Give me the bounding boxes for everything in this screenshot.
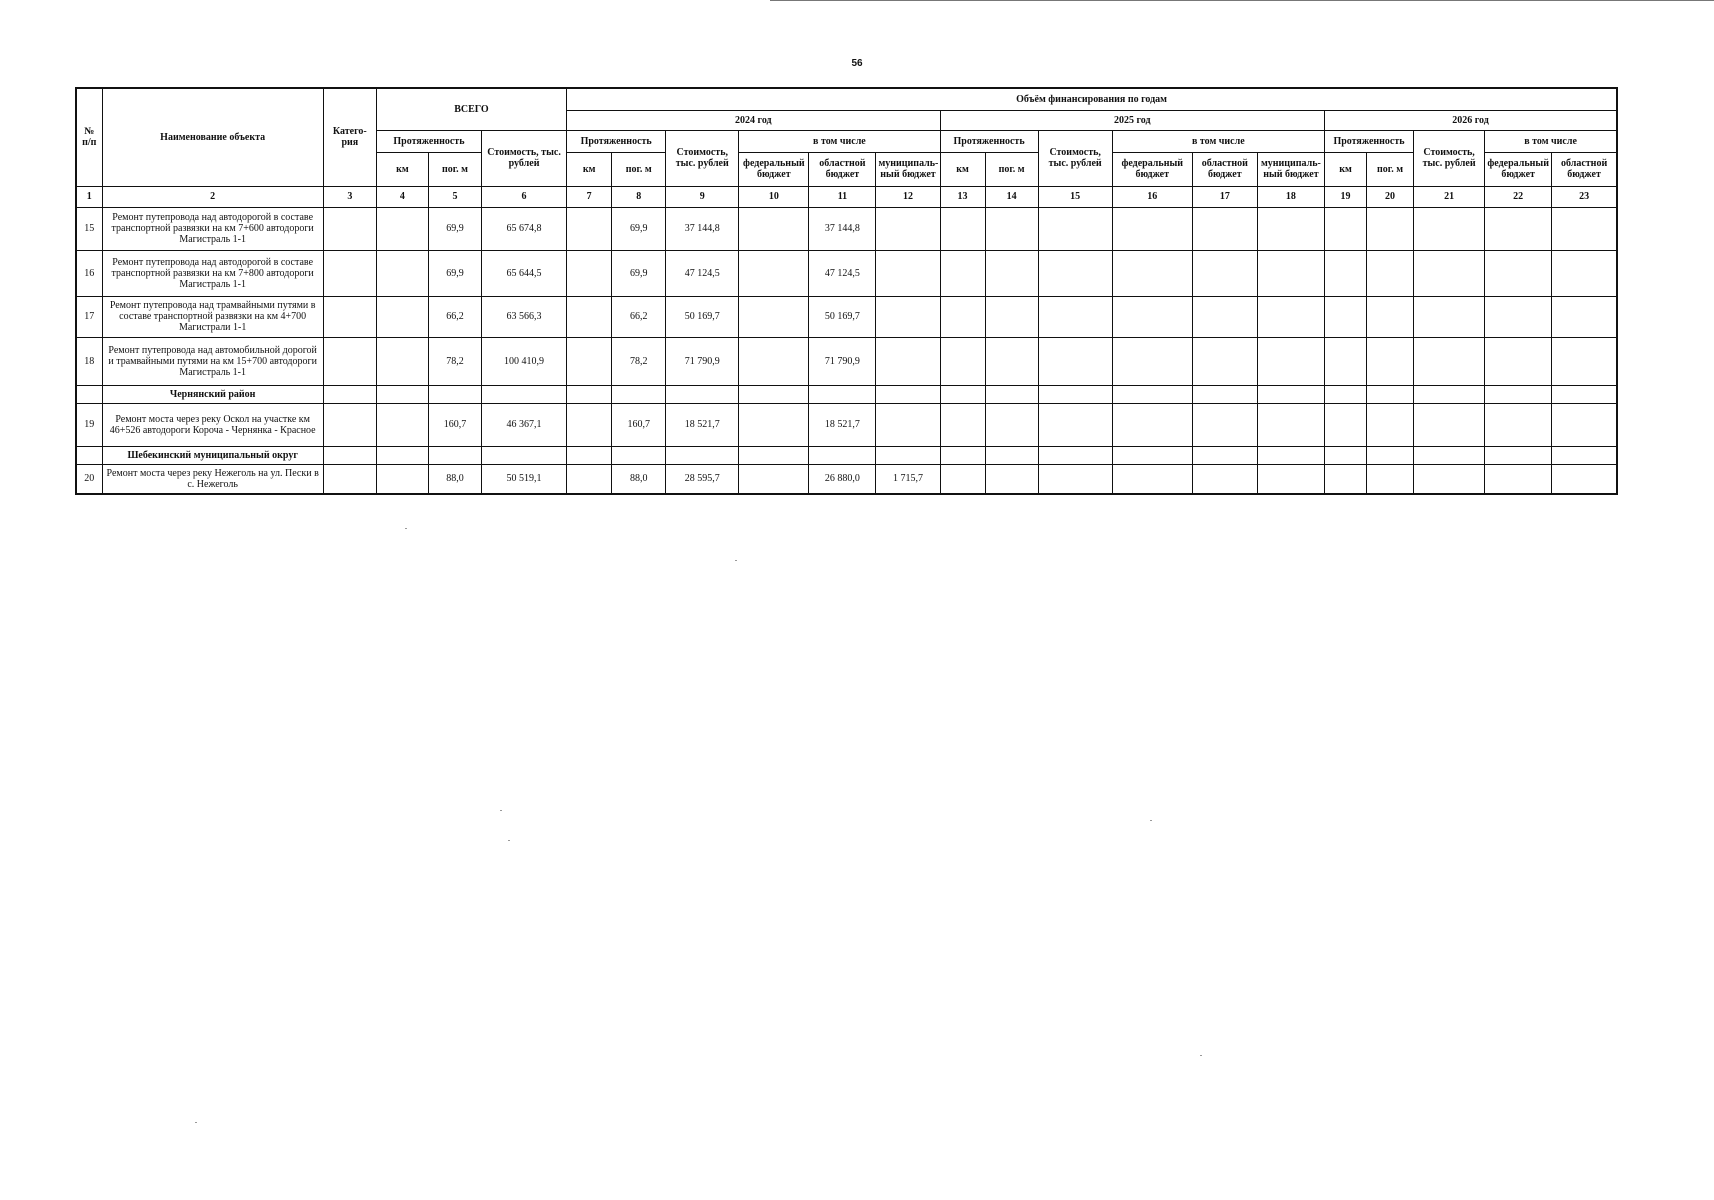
empty-cell (612, 385, 666, 403)
pog-m-2024-cell: 160,7 (612, 403, 666, 446)
pog-m-2024-cell: 66,2 (612, 296, 666, 337)
object-name: Ремонт путепровода над автодорогой в составе транспортной развязки на км 7+600 автодороги Магистраль 1-1 (102, 207, 323, 250)
cost-2024-cell: 71 790,9 (666, 337, 739, 385)
row-number: 17 (76, 296, 102, 337)
federal-2024-cell (739, 403, 809, 446)
header-total-km: км (376, 152, 428, 186)
federal-2026-cell (1485, 207, 1552, 250)
federal-2025-cell (1112, 296, 1192, 337)
regional-2024-cell: 50 169,7 (809, 296, 876, 337)
municipal-2025-cell (1257, 250, 1324, 296)
column-number: 10 (739, 186, 809, 207)
total-pog-m-cell: 69,9 (428, 250, 481, 296)
category-cell (323, 250, 376, 296)
total-km-cell (376, 296, 428, 337)
federal-2024-cell (739, 296, 809, 337)
municipal-2024-cell: 1 715,7 (876, 464, 940, 494)
object-name: Ремонт моста через реку Оскол на участке км 46+526 автодороги Короча - Чернянка - Красное (102, 403, 323, 446)
regional-2024-cell: 71 790,9 (809, 337, 876, 385)
column-number: 8 (612, 186, 666, 207)
km-2026-cell (1324, 403, 1366, 446)
municipal-2025-cell (1257, 464, 1324, 494)
total-cost-cell: 63 566,3 (481, 296, 566, 337)
pog-m-2026-cell (1367, 464, 1414, 494)
km-2025-cell (940, 337, 985, 385)
pog-m-2024-cell: 69,9 (612, 207, 666, 250)
pog-m-2025-cell (985, 464, 1038, 494)
header-2025-federal: федеральный бюджет (1112, 152, 1192, 186)
column-number: 2 (102, 186, 323, 207)
empty-cell (1112, 385, 1192, 403)
empty-cell (1367, 446, 1414, 464)
km-2025-cell (940, 207, 985, 250)
column-number: 6 (481, 186, 566, 207)
total-km-cell (376, 464, 428, 494)
header-2026-federal: федеральный бюджет (1485, 152, 1552, 186)
column-number: 3 (323, 186, 376, 207)
pog-m-2024-cell: 78,2 (612, 337, 666, 385)
km-2026-cell (1324, 464, 1366, 494)
cost-2024-cell: 47 124,5 (666, 250, 739, 296)
table-row (76, 250, 1617, 296)
empty-cell (739, 385, 809, 403)
row-number: 20 (76, 464, 102, 494)
total-cost-cell: 50 519,1 (481, 464, 566, 494)
km-2025-cell (940, 464, 985, 494)
scan-speck (500, 810, 502, 811)
empty-cell (1324, 446, 1366, 464)
header-category: Катего-рия (323, 88, 376, 186)
column-number: 9 (666, 186, 739, 207)
pog-m-2026-cell (1367, 207, 1414, 250)
total-pog-m-cell: 88,0 (428, 464, 481, 494)
empty-cell (481, 385, 566, 403)
section-title: Чернянский район (102, 385, 323, 403)
column-number: 13 (940, 186, 985, 207)
cost-2024-cell: 28 595,7 (666, 464, 739, 494)
empty-cell (739, 446, 809, 464)
header-2024-municipal: муниципаль-ный бюджет (876, 152, 940, 186)
scan-speck (508, 840, 510, 841)
total-pog-m-cell: 66,2 (428, 296, 481, 337)
header-total-length: Протяженность (376, 130, 481, 152)
total-km-cell (376, 250, 428, 296)
header-2025-municipal: муниципаль-ный бюджет (1257, 152, 1324, 186)
pog-m-2026-cell (1367, 250, 1414, 296)
km-2025-cell (940, 403, 985, 446)
header-2026-km: км (1324, 152, 1366, 186)
total-km-cell (376, 207, 428, 250)
total-cost-cell: 46 367,1 (481, 403, 566, 446)
column-number: 14 (985, 186, 1038, 207)
regional-2024-cell: 47 124,5 (809, 250, 876, 296)
municipal-2024-cell (876, 296, 940, 337)
pog-m-2026-cell (1367, 403, 1414, 446)
regional-2025-cell (1192, 403, 1257, 446)
object-name: Ремонт путепровода над трамвайными путями в составе транспортной развязки на км 4+700 Магистрали 1-1 (102, 296, 323, 337)
regional-2026-cell (1552, 296, 1617, 337)
column-number: 18 (1257, 186, 1324, 207)
column-number: 5 (428, 186, 481, 207)
column-number: 21 (1414, 186, 1485, 207)
table-row (76, 464, 1617, 494)
federal-2026-cell (1485, 250, 1552, 296)
empty-cell (567, 446, 612, 464)
km-2024-cell (567, 296, 612, 337)
empty-cell (1324, 385, 1366, 403)
table-row (76, 403, 1617, 446)
km-2024-cell (567, 207, 612, 250)
header-2025-km: км (940, 152, 985, 186)
column-number-row (76, 186, 1617, 207)
column-number: 15 (1038, 186, 1112, 207)
row-number: 16 (76, 250, 102, 296)
column-number: 17 (1192, 186, 1257, 207)
header-name: Наименование объекта (102, 88, 323, 186)
pog-m-2025-cell (985, 296, 1038, 337)
header-2026-including: в том числе (1485, 130, 1617, 152)
header-2024-including: в том числе (739, 130, 940, 152)
header-year-2024: 2024 год (567, 110, 940, 130)
municipal-2024-cell (876, 337, 940, 385)
empty-cell (428, 446, 481, 464)
category-cell (323, 403, 376, 446)
municipal-2024-cell (876, 250, 940, 296)
km-2026-cell (1324, 296, 1366, 337)
federal-2026-cell (1485, 464, 1552, 494)
municipal-2025-cell (1257, 337, 1324, 385)
header-2024-cost: Стоимость, тыс. рублей (666, 130, 739, 186)
column-number: 16 (1112, 186, 1192, 207)
header-financing: Объём финансирования по годам (567, 88, 1617, 110)
empty-cell (323, 385, 376, 403)
header-total-cost: Стоимость, тыс. рублей (481, 130, 566, 186)
scan-speck (1150, 820, 1152, 821)
column-number: 4 (376, 186, 428, 207)
km-2025-cell (940, 296, 985, 337)
empty-cell (1414, 385, 1485, 403)
header-2025-cost: Стоимость, тыс. рублей (1038, 130, 1112, 186)
cost-2024-cell: 50 169,7 (666, 296, 739, 337)
financing-table (75, 87, 1618, 495)
federal-2024-cell (739, 250, 809, 296)
column-number: 22 (1485, 186, 1552, 207)
pog-m-2025-cell (985, 207, 1038, 250)
total-pog-m-cell: 160,7 (428, 403, 481, 446)
regional-2024-cell: 18 521,7 (809, 403, 876, 446)
row-number (76, 385, 102, 403)
municipal-2025-cell (1257, 403, 1324, 446)
municipal-2025-cell (1257, 296, 1324, 337)
empty-cell (1367, 385, 1414, 403)
header-2024-pog-m: пог. м (612, 152, 666, 186)
header-total-pog-m: пог. м (428, 152, 481, 186)
federal-2026-cell (1485, 296, 1552, 337)
empty-cell (376, 385, 428, 403)
table-row (76, 296, 1617, 337)
total-cost-cell: 65 674,8 (481, 207, 566, 250)
header-2026-cost: Стоимость, тыс. рублей (1414, 130, 1485, 186)
cost-2026-cell (1414, 296, 1485, 337)
cost-2024-cell: 18 521,7 (666, 403, 739, 446)
pog-m-2024-cell: 69,9 (612, 250, 666, 296)
regional-2024-cell: 26 880,0 (809, 464, 876, 494)
object-name: Ремонт путепровода над автодорогой в составе транспортной развязки на км 7+800 автодороги Магистраль 1-1 (102, 250, 323, 296)
header-2024-length: Протяженность (567, 130, 666, 152)
table-row (76, 207, 1617, 250)
regional-2026-cell (1552, 403, 1617, 446)
pog-m-2024-cell: 88,0 (612, 464, 666, 494)
scan-speck (405, 528, 407, 529)
table-header (76, 88, 1617, 207)
municipal-2024-cell (876, 403, 940, 446)
empty-cell (1552, 446, 1617, 464)
row-number: 15 (76, 207, 102, 250)
scan-edge-line (770, 0, 1714, 1)
column-number: 23 (1552, 186, 1617, 207)
regional-2026-cell (1552, 250, 1617, 296)
header-year-2025: 2025 год (940, 110, 1324, 130)
column-number: 1 (76, 186, 102, 207)
empty-cell (666, 446, 739, 464)
federal-2026-cell (1485, 337, 1552, 385)
federal-2025-cell (1112, 464, 1192, 494)
regional-2025-cell (1192, 250, 1257, 296)
scan-speck (735, 560, 737, 561)
empty-cell (481, 446, 566, 464)
category-cell (323, 207, 376, 250)
column-number: 7 (567, 186, 612, 207)
scan-speck (195, 1122, 197, 1123)
regional-2025-cell (1192, 296, 1257, 337)
column-number: 20 (1367, 186, 1414, 207)
empty-cell (323, 446, 376, 464)
regional-2025-cell (1192, 207, 1257, 250)
total-km-cell (376, 337, 428, 385)
municipal-2024-cell (876, 207, 940, 250)
empty-cell (612, 446, 666, 464)
cost-2026-cell (1414, 250, 1485, 296)
empty-cell (876, 385, 940, 403)
km-2026-cell (1324, 337, 1366, 385)
empty-cell (376, 446, 428, 464)
regional-2024-cell: 37 144,8 (809, 207, 876, 250)
category-cell (323, 464, 376, 494)
cost-2025-cell (1038, 296, 1112, 337)
header-2026-length: Протяженность (1324, 130, 1413, 152)
total-km-cell (376, 403, 428, 446)
federal-2024-cell (739, 337, 809, 385)
pog-m-2026-cell (1367, 337, 1414, 385)
scan-speck (1200, 1055, 1202, 1056)
section-row (76, 446, 1617, 464)
regional-2026-cell (1552, 464, 1617, 494)
federal-2025-cell (1112, 250, 1192, 296)
cost-2025-cell (1038, 464, 1112, 494)
header-2024-km: км (567, 152, 612, 186)
column-number: 12 (876, 186, 940, 207)
row-number: 19 (76, 403, 102, 446)
regional-2025-cell (1192, 464, 1257, 494)
km-2026-cell (1324, 250, 1366, 296)
empty-cell (1112, 446, 1192, 464)
empty-cell (567, 385, 612, 403)
empty-cell (985, 385, 1038, 403)
total-cost-cell: 100 410,9 (481, 337, 566, 385)
federal-2025-cell (1112, 337, 1192, 385)
table-body (76, 207, 1617, 494)
cost-2025-cell (1038, 337, 1112, 385)
row-number (76, 446, 102, 464)
page-number: 56 (851, 58, 863, 69)
empty-cell (428, 385, 481, 403)
empty-cell (1485, 385, 1552, 403)
header-2026-regional: областной бюджет (1552, 152, 1617, 186)
empty-cell (1038, 385, 1112, 403)
regional-2026-cell (1552, 337, 1617, 385)
federal-2024-cell (739, 464, 809, 494)
cost-2026-cell (1414, 403, 1485, 446)
km-2025-cell (940, 250, 985, 296)
section-row (76, 385, 1617, 403)
km-2024-cell (567, 250, 612, 296)
empty-cell (1038, 446, 1112, 464)
empty-cell (666, 385, 739, 403)
empty-cell (809, 446, 876, 464)
header-2025-including: в том числе (1112, 130, 1324, 152)
empty-cell (1257, 446, 1324, 464)
empty-cell (1192, 385, 1257, 403)
header-total: ВСЕГО (376, 88, 566, 130)
km-2024-cell (567, 464, 612, 494)
empty-cell (940, 385, 985, 403)
empty-cell (1414, 446, 1485, 464)
km-2024-cell (567, 403, 612, 446)
section-title: Шебекинский муниципальный округ (102, 446, 323, 464)
regional-2026-cell (1552, 207, 1617, 250)
km-2024-cell (567, 337, 612, 385)
column-number: 19 (1324, 186, 1366, 207)
category-cell (323, 337, 376, 385)
total-pog-m-cell: 78,2 (428, 337, 481, 385)
empty-cell (1552, 385, 1617, 403)
pog-m-2025-cell (985, 403, 1038, 446)
total-pog-m-cell: 69,9 (428, 207, 481, 250)
empty-cell (985, 446, 1038, 464)
row-number: 18 (76, 337, 102, 385)
object-name: Ремонт путепровода над автомобильной дорогой и трамвайными путями на км 15+700 автодороги Магистраль 1-1 (102, 337, 323, 385)
pog-m-2026-cell (1367, 296, 1414, 337)
empty-cell (876, 446, 940, 464)
table-row (76, 337, 1617, 385)
municipal-2025-cell (1257, 207, 1324, 250)
object-name: Ремонт моста через реку Нежеголь на ул. Пески в с. Нежеголь (102, 464, 323, 494)
pog-m-2025-cell (985, 337, 1038, 385)
total-cost-cell: 65 644,5 (481, 250, 566, 296)
cost-2024-cell: 37 144,8 (666, 207, 739, 250)
pog-m-2025-cell (985, 250, 1038, 296)
km-2026-cell (1324, 207, 1366, 250)
regional-2025-cell (1192, 337, 1257, 385)
cost-2025-cell (1038, 403, 1112, 446)
cost-2026-cell (1414, 337, 1485, 385)
header-2025-length: Протяженность (940, 130, 1038, 152)
category-cell (323, 296, 376, 337)
cost-2025-cell (1038, 207, 1112, 250)
header-2025-pog-m: пог. м (985, 152, 1038, 186)
federal-2024-cell (739, 207, 809, 250)
column-number: 11 (809, 186, 876, 207)
header-2025-regional: областной бюджет (1192, 152, 1257, 186)
federal-2025-cell (1112, 403, 1192, 446)
empty-cell (1257, 385, 1324, 403)
empty-cell (1192, 446, 1257, 464)
empty-cell (809, 385, 876, 403)
empty-cell (940, 446, 985, 464)
header-no: № п/п (76, 88, 102, 186)
federal-2025-cell (1112, 207, 1192, 250)
federal-2026-cell (1485, 403, 1552, 446)
cost-2025-cell (1038, 250, 1112, 296)
cost-2026-cell (1414, 207, 1485, 250)
empty-cell (1485, 446, 1552, 464)
header-2024-federal: федеральный бюджет (739, 152, 809, 186)
header-2024-regional: областной бюджет (809, 152, 876, 186)
header-2026-pog-m: пог. м (1367, 152, 1414, 186)
header-year-2026: 2026 год (1324, 110, 1617, 130)
cost-2026-cell (1414, 464, 1485, 494)
